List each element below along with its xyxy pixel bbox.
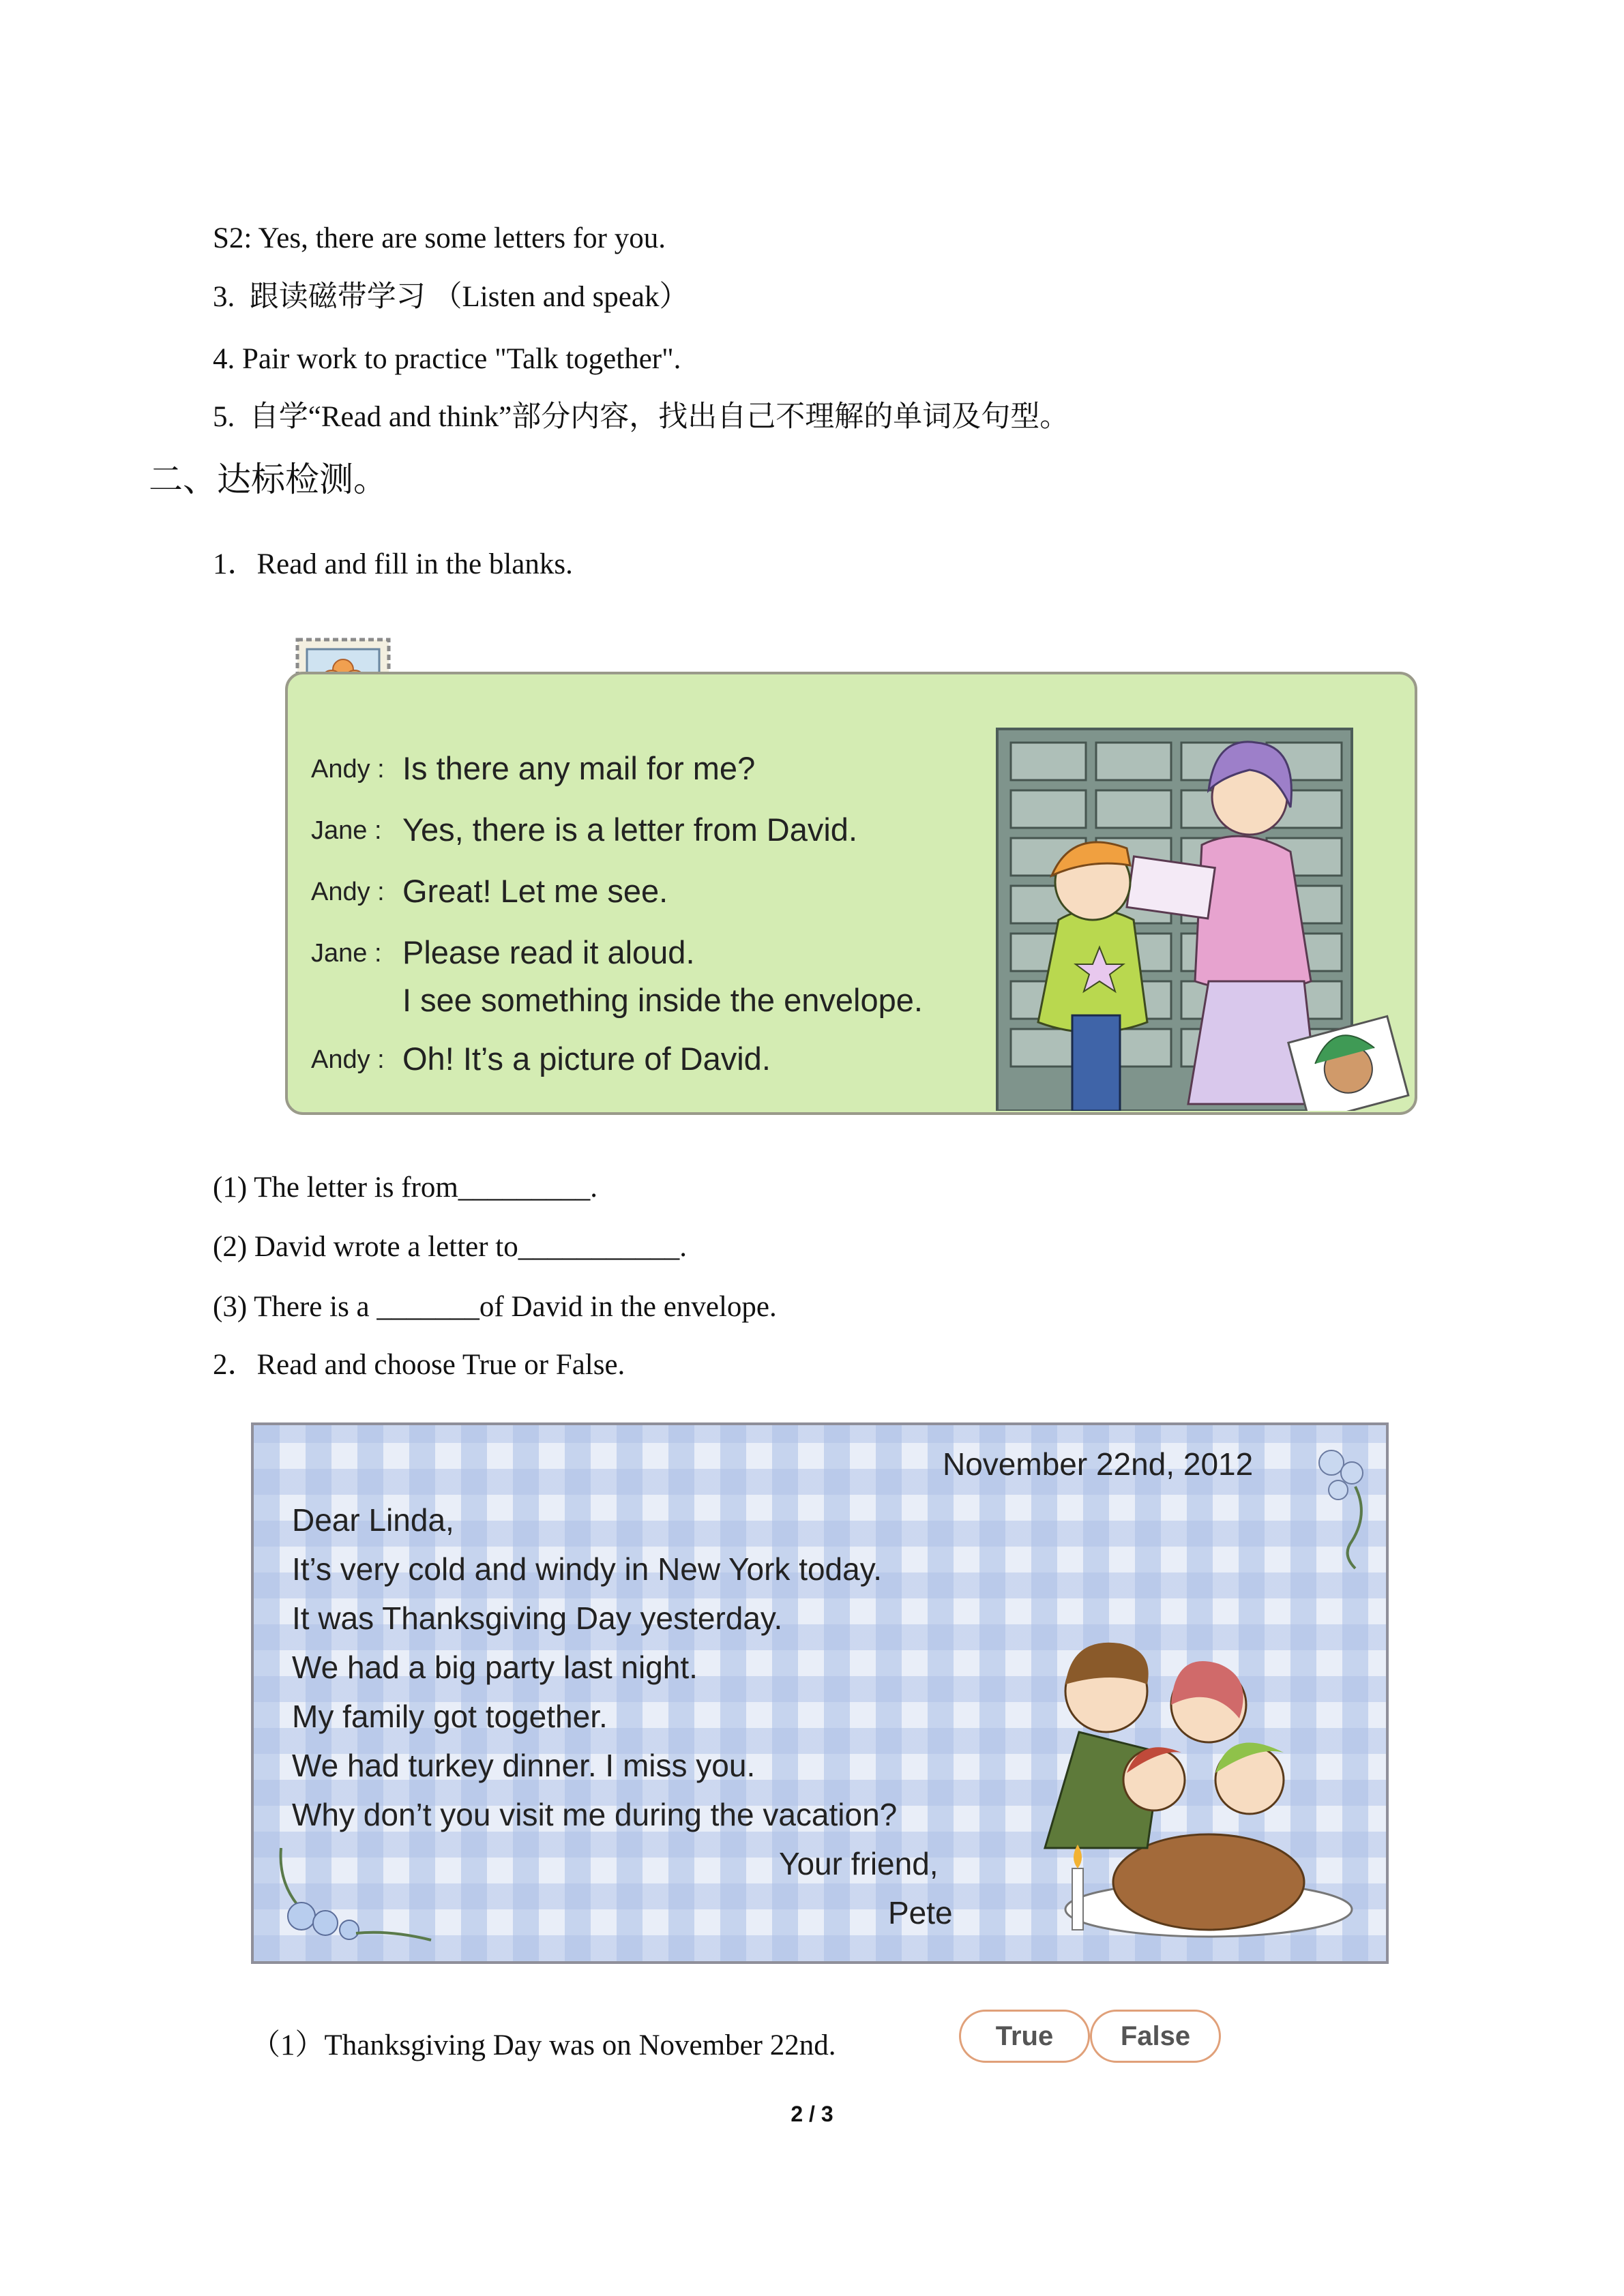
dialogue-speaker: Andy : [311,1045,385,1074]
letter-picture [251,1422,1389,1964]
dialogue-text: Is there any mail for me? [402,750,756,786]
family-dinner-illustration [1004,1609,1386,1957]
dialogue-picture [285,672,1417,1115]
question-1-item-2: (2) David wrote a letter to___________. [213,1231,687,1263]
letter-closing: Your friend, [779,1846,939,1881]
letter-body-line: We had turkey dinner. I miss you. [292,1748,756,1783]
mailbox-children-illustration [977,715,1413,1111]
true-option-button[interactable]: True [959,2010,1090,2063]
question-2-item-1: （1）Thanksgiving Day was on November 22nd. [251,2029,836,2061]
page-number: 2 / 3 [791,2102,833,2126]
step-3-line: 3. 跟读磁带学习 （Listen and speak） [213,281,689,313]
letter-body-line: Why don’t you visit me during the vacation? [292,1797,898,1832]
section-2-heading: 二、达标检测。 [149,460,387,498]
dialogue-text: I see something inside the envelope. [402,982,923,1018]
dialogue-text: Please read it aloud. [402,934,695,970]
step-s2-line: S2: Yes, there are some letters for you. [213,222,666,254]
dialogue-speaker: Jane : [311,816,382,845]
step-5-line: 5. 自学“Read and think”部分内容，找出自己不理解的单词及句型。 [213,401,1069,433]
dialogue-speaker: Andy : [311,878,385,906]
letter-body-line: My family got together. [292,1699,608,1734]
dialogue-speaker: Jane : [311,939,382,968]
flower-bottom-left-icon [267,1834,445,1950]
question-1-item-3: (3) There is a _______of David in the envelope. [213,1291,777,1323]
letter-body-line: We had a big party last night. [292,1650,698,1685]
letter-signature: Pete [888,1895,953,1930]
question-2-title: 2．Read and choose True or False. [213,1349,625,1381]
letter-body-line: It’s very cold and windy in New York today. [292,1551,883,1587]
letter-greeting: Dear Linda, [292,1502,454,1538]
question-1-title: 1．Read and fill in the blanks. [213,548,573,580]
dialogue-speaker: Andy : [311,755,385,784]
letter-date: November 22nd, 2012 [943,1446,1254,1482]
dialogue-text: Yes, there is a letter from David. [402,811,857,848]
dialogue-text: Oh! It’s a picture of David. [402,1041,771,1077]
step-4-line: 4. Pair work to practice "Talk together". [213,343,681,375]
flower-corner-icon [1297,1439,1379,1575]
letter-body-line: It was Thanksgiving Day yesterday. [292,1600,783,1636]
question-1-item-1: (1) The letter is from_________. [213,1172,598,1204]
dialogue-text: Great! Let me see. [402,873,668,909]
false-option-button[interactable]: False [1090,2010,1221,2063]
